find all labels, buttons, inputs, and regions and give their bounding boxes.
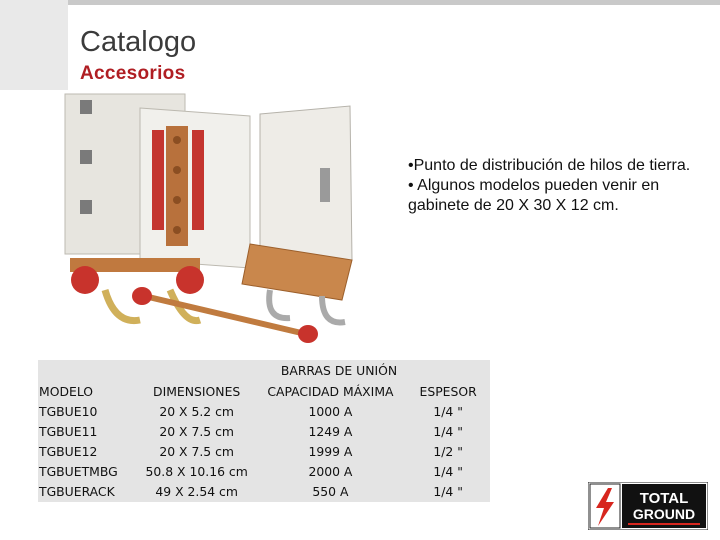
column-header: CAPACIDAD MÁXIMA — [267, 383, 394, 399]
table-cell: 1/4 " — [433, 463, 463, 479]
product-photo — [60, 90, 360, 350]
table-cell: 1/2 " — [433, 443, 463, 459]
feature-item: • Algunos modelos pueden venir en gabinete de 20 X 30 X 12 cm. — [408, 177, 660, 214]
company-logo — [588, 482, 708, 530]
column-header: DIMENSIONES — [153, 383, 241, 399]
table-row — [38, 421, 490, 441]
table-cell: 20 X 7.5 cm — [159, 423, 234, 439]
table-cell: 1000 A — [308, 403, 353, 419]
slide-subtitle: Accesorios — [80, 63, 186, 84]
table-row — [38, 481, 490, 501]
table-cell: 50.8 X 10.16 cm — [145, 463, 248, 479]
table-cell: TGBUE12 — [39, 443, 98, 459]
table-cell: 1/4 " — [433, 403, 463, 419]
table-cell: TGBUE11 — [39, 423, 98, 439]
table-caption: BARRAS DE UNIÓN — [280, 363, 398, 378]
table-cell: TGBUE10 — [39, 403, 98, 419]
table-row — [38, 401, 490, 421]
table-cell: 49 X 2.54 cm — [155, 483, 238, 499]
table-cell: TGBUETMBG — [39, 463, 118, 479]
logo-line-1: TOTAL — [639, 490, 689, 507]
slide-title: Catalogo — [80, 26, 197, 58]
table-cell: 1249 A — [308, 423, 353, 439]
spec-table — [38, 360, 490, 502]
corner-decoration — [0, 0, 68, 90]
table-cell: 20 X 7.5 cm — [159, 443, 234, 459]
table-cell: 20 X 5.2 cm — [159, 403, 234, 419]
feature-list — [408, 156, 708, 216]
table-cell: 2000 A — [308, 463, 353, 479]
column-header: ESPESOR — [419, 383, 477, 399]
top-rule — [0, 0, 720, 5]
table-cell: 1/4 " — [433, 483, 463, 499]
table-cell: 1/4 " — [433, 423, 463, 439]
column-header: MODELO — [39, 383, 94, 399]
table-cell: 550 A — [312, 483, 349, 499]
table-cell: TGBUERACK — [39, 483, 115, 499]
table-row — [38, 461, 490, 481]
logo-line-2: GROUND — [632, 506, 696, 522]
feature-item: •Punto de distribución de hilos de tierra. — [408, 157, 691, 174]
table-row — [38, 441, 490, 461]
table-cell: 1999 A — [308, 443, 353, 459]
table-header-row — [38, 381, 490, 401]
